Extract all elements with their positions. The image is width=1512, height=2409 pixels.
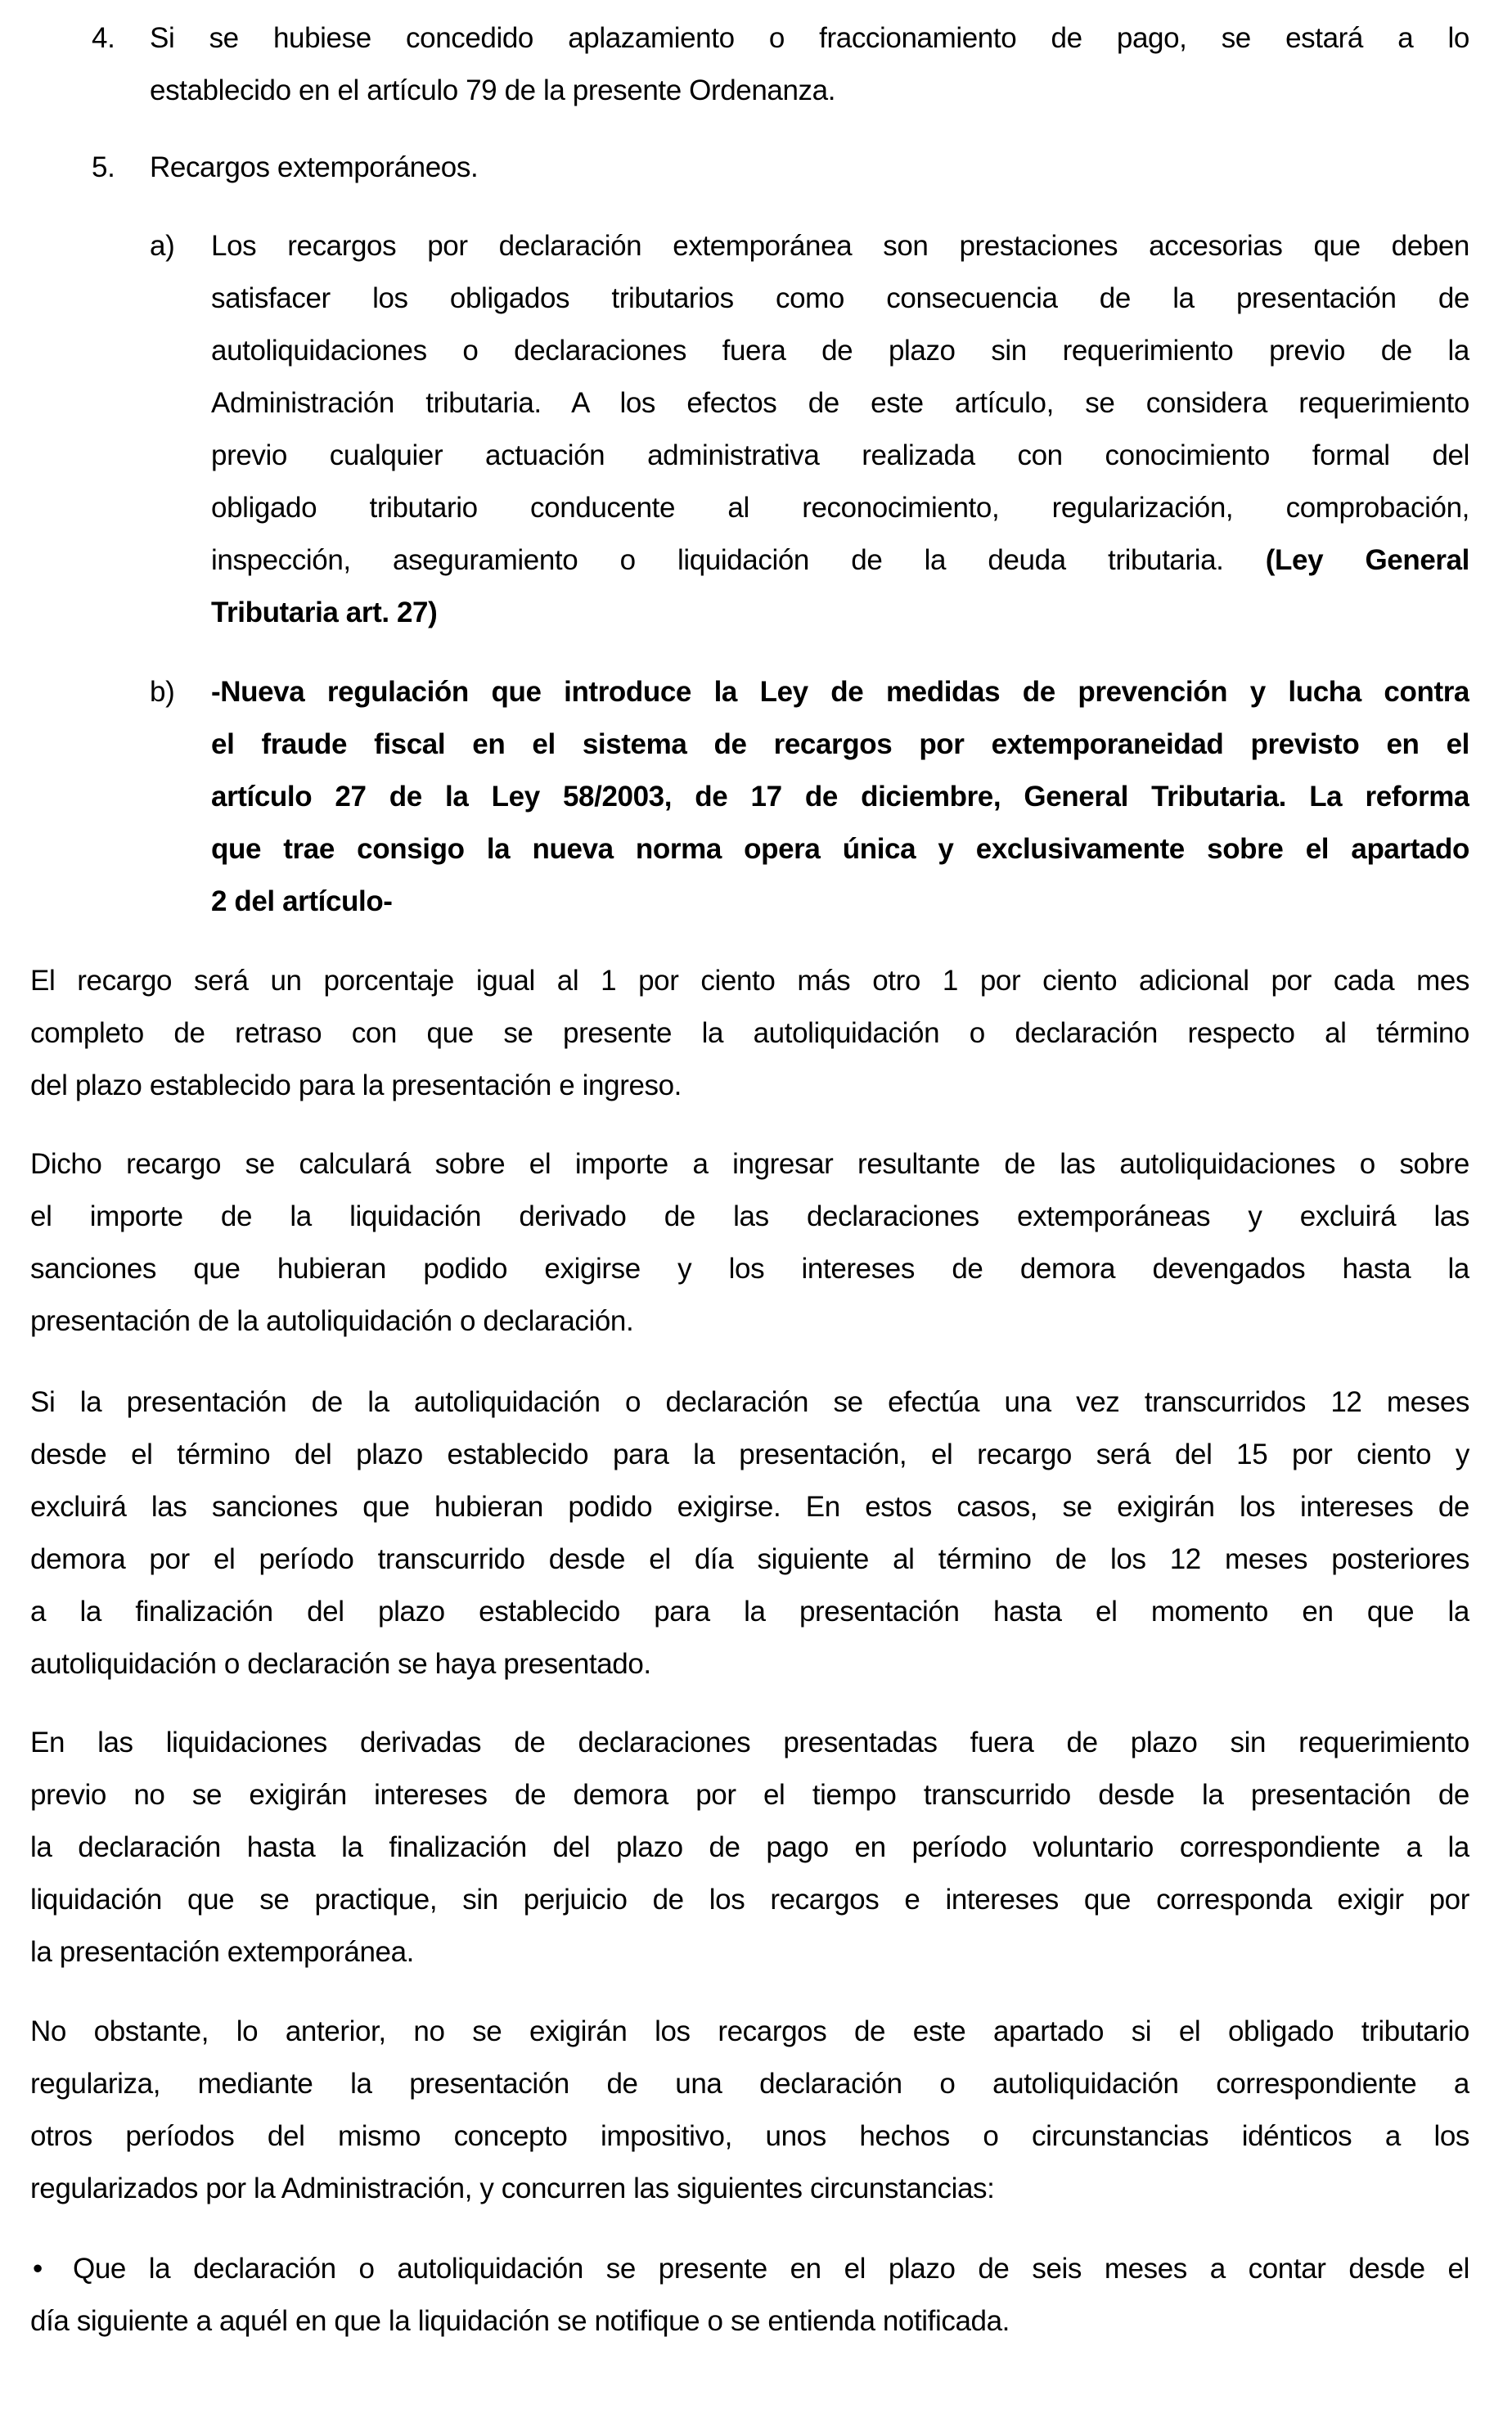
line-text: Si la presentación de la autoliquidación o declaración se efectúa una vez transcurridos 12 meses	[30, 1386, 1469, 1418]
line-text: previo no se exigirán intereses de demora por el tiempo transcurrido desde la presentación de	[30, 1779, 1469, 1811]
line-text: Recargos extemporáneos.	[150, 151, 479, 183]
text-line	[211, 220, 1469, 272]
bold-text: que trae consigo la nueva norma opera única y exclusivamente sobre el apartado	[211, 833, 1469, 865]
bold-text: (Ley General	[1265, 544, 1469, 576]
line-text: excluirá las sanciones que hubieran podido exigirse. En estos casos, se exigirán los intereses de	[30, 1491, 1469, 1523]
line-text: previo cualquier actuación administrativa realizada con conocimiento formal del	[211, 439, 1469, 471]
text-line	[211, 823, 1469, 876]
line-text: la presentación extemporánea.	[30, 1936, 414, 1968]
item-5a-marker: a)	[150, 230, 175, 262]
text-line	[30, 1138, 1469, 1191]
paragraph-4	[30, 1717, 1469, 1979]
text-line	[30, 1191, 1469, 1243]
text-line	[211, 482, 1469, 534]
text-line	[211, 534, 1469, 587]
text-line	[30, 1926, 1469, 1979]
text-line	[30, 2006, 1469, 2058]
paragraph-2	[30, 1138, 1469, 1348]
text-line	[211, 771, 1469, 823]
line-text: Que la declaración o autoliquidación se presente en el plazo de seis meses a contar desde el	[73, 2253, 1469, 2285]
text-line	[30, 1769, 1469, 1821]
line-text: liquidación que se practique, sin perjuicio de los recargos e intereses que corresponda exigir por	[30, 1884, 1469, 1916]
text-line	[211, 377, 1469, 430]
paragraph-5	[30, 2006, 1469, 2215]
text-line	[30, 2243, 1469, 2295]
text-line	[30, 1429, 1469, 1481]
text-line	[30, 1376, 1469, 1429]
text-line	[30, 1717, 1469, 1769]
line-text: regulariza, mediante la presentación de una declaración o autoliquidación correspondiente a	[30, 2068, 1469, 2100]
text-line	[211, 718, 1469, 771]
item-5a	[211, 220, 1469, 639]
line-text: a la finalización del plazo establecido para la presentación hasta el momento en que la	[30, 1596, 1469, 1628]
line-text: la declaración hasta la finalización del plazo de pago en período voluntario correspondiente a la	[30, 1831, 1469, 1863]
paragraph-3	[30, 1376, 1469, 1691]
text-line	[30, 1481, 1469, 1533]
bold-text: -Nueva regulación que introduce la Ley de medidas de prevención y lucha contra	[211, 676, 1469, 708]
bullet-1-marker: •	[33, 2253, 43, 2285]
text-line	[30, 1874, 1469, 1926]
text-line	[150, 142, 1469, 194]
line-text: regularizados por la Administración, y concurren las siguientes circunstancias:	[30, 2173, 995, 2204]
text-line	[30, 1586, 1469, 1638]
line-text: Administración tributaria. A los efectos de este artículo, se considera requerimiento	[211, 387, 1469, 419]
line-text: El recargo será un porcentaje igual al 1 por ciento más otro 1 por ciento adicional por cada mes	[30, 965, 1469, 997]
item-5b-marker: b)	[150, 676, 175, 708]
bold-text: artículo 27 de la Ley 58/2003, de 17 de diciembre, General Tributaria. La reforma	[211, 781, 1469, 813]
text-line	[150, 65, 1469, 117]
text-line	[30, 1533, 1469, 1586]
line-text: sanciones que hubieran podido exigirse y los intereses de demora devengados hasta la	[30, 1253, 1469, 1285]
text-line	[211, 666, 1469, 718]
text-line	[30, 2295, 1469, 2348]
bullet-1	[30, 2243, 1469, 2348]
line-text: completo de retraso con que se presente la autoliquidación o declaración respecto al término	[30, 1017, 1469, 1049]
text-line	[30, 2163, 1469, 2215]
line-text: Dicho recargo se calculará sobre el importe a ingresar resultante de las autoliquidaciones o sobre	[30, 1148, 1469, 1180]
text-line	[30, 1243, 1469, 1295]
text-line	[211, 272, 1469, 325]
line-text: día siguiente a aquél en que la liquidación se notifique o se entienda notificada.	[30, 2305, 1010, 2337]
line-text: establecido en el artículo 79 de la presente Ordenanza.	[150, 74, 836, 106]
item-4-marker: 4.	[92, 22, 115, 54]
text-line	[30, 1060, 1469, 1112]
text-line	[211, 430, 1469, 482]
line-text: desde el término del plazo establecido para la presentación, el recargo será del 15 por ciento y	[30, 1439, 1469, 1470]
text-line	[30, 1638, 1469, 1691]
text-line	[30, 955, 1469, 1007]
item-5	[150, 142, 1469, 194]
line-text: En las liquidaciones derivadas de declaraciones presentadas fuera de plazo sin requerimiento	[30, 1727, 1469, 1758]
line-text: otros períodos del mismo concepto impositivo, unos hechos o circunstancias idénticos a los	[30, 2120, 1469, 2152]
line-text: satisfacer los obligados tributarios como consecuencia de la presentación de	[211, 282, 1469, 314]
text-line	[211, 876, 1469, 928]
bold-text: el fraude fiscal en el sistema de recargos por extemporaneidad previsto en el	[211, 728, 1469, 760]
text-line	[30, 1295, 1469, 1348]
text-line	[150, 12, 1469, 65]
line-text: inspección, aseguramiento o liquidación de la deuda tributaria.	[211, 544, 1266, 576]
line-text: el importe de la liquidación derivado de las declaraciones extemporáneas y excluirá las	[30, 1200, 1469, 1232]
text-line	[30, 1007, 1469, 1060]
item-5-marker: 5.	[92, 151, 115, 183]
line-text: obligado tributario conducente al reconocimiento, regularización, comprobación,	[211, 492, 1469, 524]
bold-text: Tributaria art. 27)	[211, 597, 438, 628]
line-text: autoliquidación o declaración se haya presentado.	[30, 1648, 651, 1680]
text-line	[211, 587, 1469, 639]
text-line	[211, 325, 1469, 377]
bold-text: 2 del artículo-	[211, 885, 393, 917]
text-line	[30, 1821, 1469, 1874]
text-line	[30, 2110, 1469, 2163]
paragraph-1	[30, 955, 1469, 1112]
item-5b	[211, 666, 1469, 928]
line-text: presentación de la autoliquidación o declaración.	[30, 1305, 634, 1337]
item-4	[150, 12, 1469, 117]
text-line	[30, 2058, 1469, 2110]
line-text: autoliquidaciones o declaraciones fuera de plazo sin requerimiento previo de la	[211, 335, 1469, 367]
line-text: Si se hubiese concedido aplazamiento o fraccionamiento de pago, se estará a lo	[150, 22, 1469, 54]
line-text: demora por el período transcurrido desde el día siguiente al término de los 12 meses posteriores	[30, 1543, 1469, 1575]
line-text: del plazo establecido para la presentación e ingreso.	[30, 1069, 682, 1101]
line-text: Los recargos por declaración extemporánea son prestaciones accesorias que deben	[211, 230, 1469, 262]
line-text: No obstante, lo anterior, no se exigirán los recargos de este apartado si el obligado tributario	[30, 2015, 1469, 2047]
